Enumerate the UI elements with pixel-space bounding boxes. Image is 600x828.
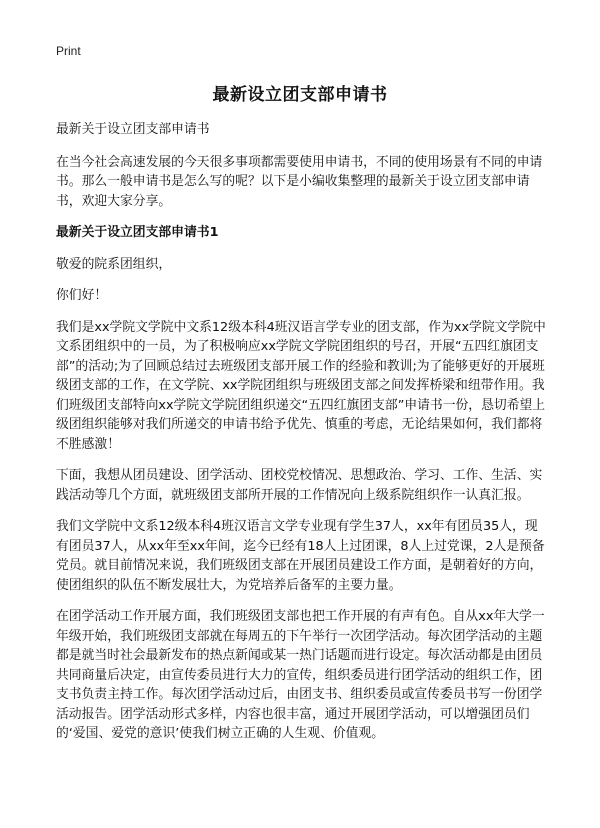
intro-paragraph: 在当今社会高速发展的今天很多事项都需要使用申请书，不同的使用场景有不同的申请书。那么一般申请书是怎么写的呢？以下是小编收集整理的最新关于设立团支部申请书，欢迎大家分享。	[56, 154, 543, 209]
document-subtitle: 最新关于设立团支部申请书	[56, 122, 210, 137]
salutation: 敬爱的院系团组织，	[56, 256, 172, 272]
body-paragraph: 我们文学院中文系12级本科4班汉语言文学专业现有学生37人，xx年有团员35人，现有团员37人，从xx年至xx年间，迄今已经有18人上过团课，8人上过党课，2人是预备党员。就目前情况来说，我们班级团支部在开展团员建设工作方面，是朝着好的方向，使团组织的队伍不断发展壮大，为党培养后备军的主要力量。	[56, 519, 545, 593]
document-body	[56, 120, 548, 756]
greeting: 你们好！	[56, 288, 108, 303]
body-paragraph: 我们是xx学院文学院中文系12级本科4班汉语言学专业的团支部，作为xx学院文学院中文系团组织中的一员，为了积极响应xx学院文学院团组织的号召，开展“五四红旗团支部”的活动;为了回顾总结过去班级团支部开展工作的经验和教训;为了能够更好的开展班级团支部的工作，在文学院、xx学院团组织与班级团支部之间发挥桥梁和纽带作用。我们班级团支部特向xx学院文学院团组织递交“五四红旗团支部”申请书一份，恳切希望上级团组织能够对我们所递交的申请书给予优先、慎重的考虑，无论结果如何，我们都将不胜感激！	[56, 319, 546, 452]
document-title: 最新设立团支部申请书	[212, 85, 388, 105]
section-heading: 最新关于设立团支部申请书1	[56, 225, 219, 240]
print-link[interactable]: Print	[56, 44, 81, 58]
body-paragraph: 在团学活动工作开展方面，我们班级团支部也把工作开展的有声有色。自从xx年大学一年级开始，我们班级团支部就在每周五的下午举行一次团学活动。每次团学活动的主题都是就当时社会最新发布的热点新闻或某一热门话题而进行设定。每次活动都是由团员共同商量后决定，由宣传委员进行大力的宣传，组织委员进行团学活动的组织工作，团支书负责主持工作。每次团学活动过后，由团支书、组织委员或宣传委员书写一份团学活动报告。团学活动形式多样，内容也很丰富，通过开展团学活动，可以增强团员们的‘爱国、爱党的意识’使我们树立正确的人生观、价值观。	[56, 609, 545, 741]
body-paragraph: 下面，我想从团员建设、团学活动、团校党校情况、思想政治、学习、工作、生活、实践活动等几个方面，就班级团支部所开展的工作情况向上级系院组织作一认真汇报。	[56, 468, 543, 503]
